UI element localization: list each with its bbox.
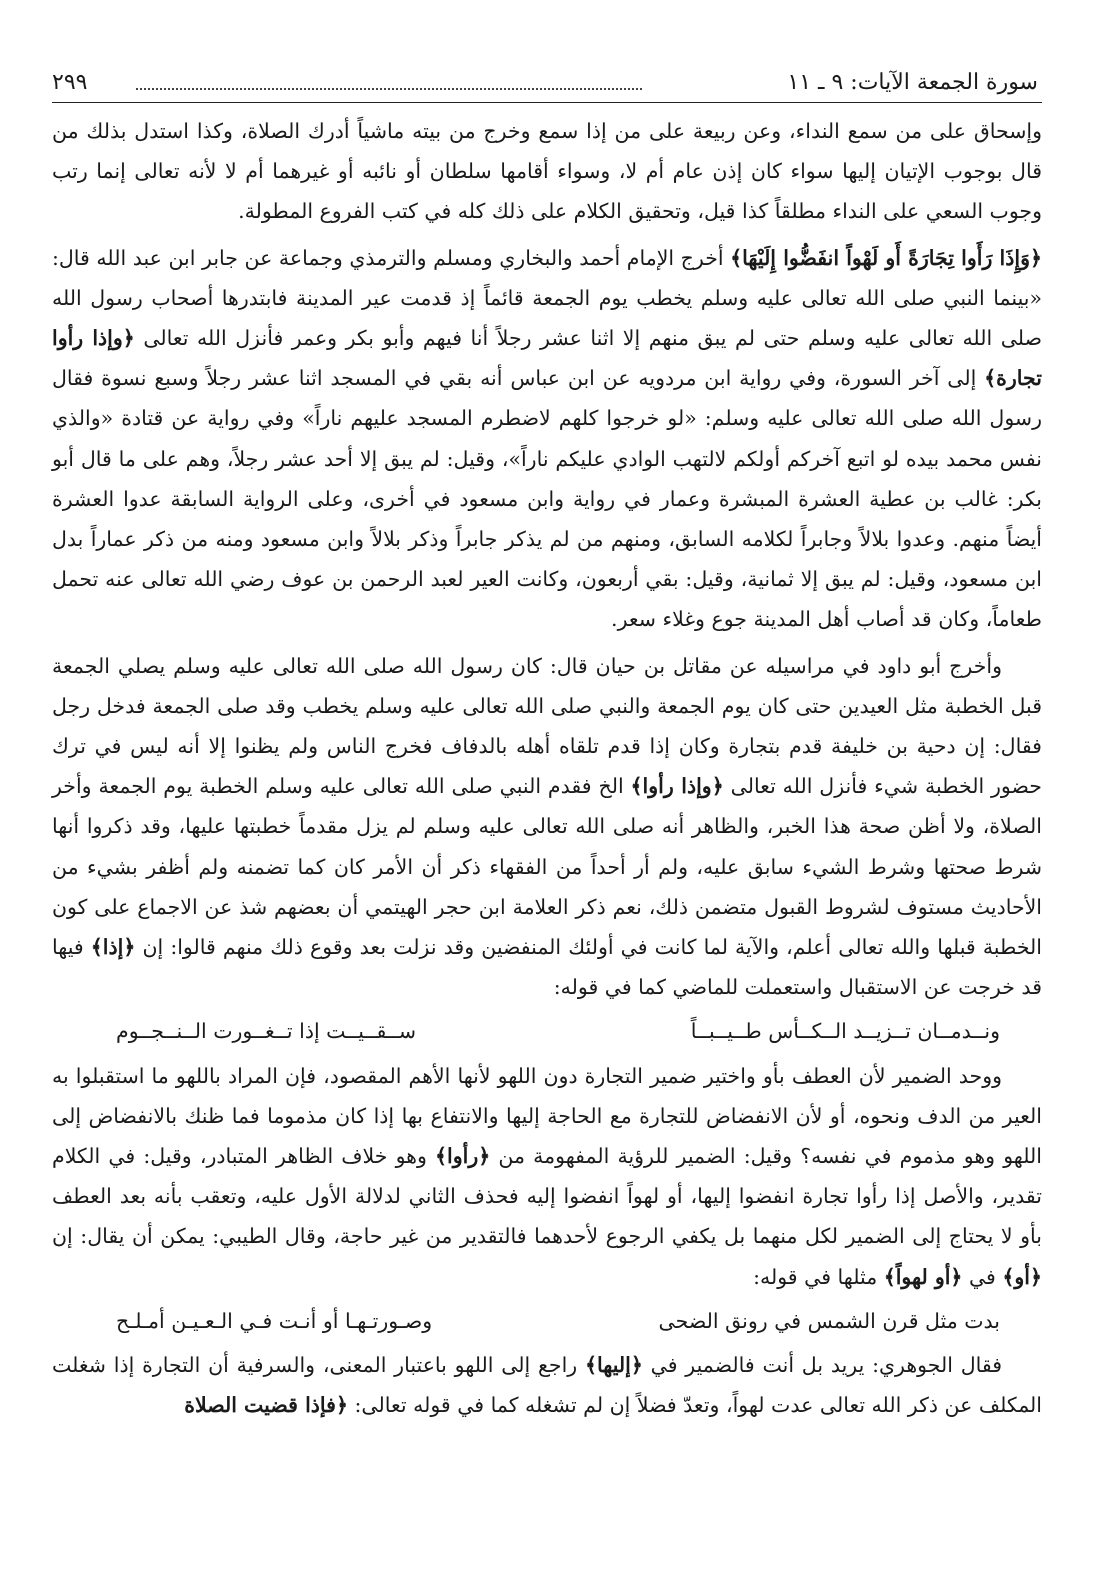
poem-second-hemistich: ســقــيــت إذا تــغــورت الــنــجــوم (116, 1019, 417, 1044)
quran-quote: ﴿أو لهواً﴾ (883, 1264, 963, 1289)
paragraph (52, 1345, 1042, 1425)
paragraph-text: الخ فقدم النبي صلى الله تعالى عليه وسلم الخطبة يوم الجمعة وأخر الصلاة، ولا أظن صحة هذا الخبر، والظاهر أنه صلى الله تعالى عليه وسلم لم يزل مقدماً خطبتها عليها، وقد ذكروا أنها شرط صحتها وشرط الشيء سابق عليه، ولم أر أحداً من الفقهاء ذكر أن الأمر كان كما تضمنه ولم أظفر بشيء من الأحاديث مستوف لشروط القبول متضمن ذلك، نعم ذكر العلامة ابن حجر الهيتمي أن بعضهم شذ عن الاجماع على كون الخطبة قبلها والله تعالى أعلم، والآية لما كانت في أولئك المنفضين وقد نزلت بعد وقوع ذلك منهم قالوا: إن (52, 774, 1042, 960)
paragraph (52, 238, 1042, 640)
paragraph-text: في (962, 1264, 1003, 1289)
paragraph-text: وإسحاق على من سمع النداء، وعن ربيعة على من إذا سمع وخرج من بيته ماشياً أدرك الصلاة، وكذا استدل بذلك من قال بوجوب الإتيان إليها سواء كان إذن عام أم لا، وسواء أقامها سلطان أو نائبه أو غيرهما أم لا لأنه تعالى إنما رتب وجوب السعي على النداء مطلقاً كذا قيل، وتحقيق الكلام على ذلك كله في كتب الفروع المطولة. (52, 119, 1042, 224)
paragraph-text: فقال الجوهري: يريد بل أنت فالضمير في (642, 1353, 1003, 1378)
header-leader-dots (136, 88, 642, 90)
book-page (52, 66, 1042, 1426)
running-header (52, 66, 1042, 103)
paragraph-text: فيها قد خرجت عن الاستقبال واستعملت للماضي كما في قوله: (52, 935, 1042, 1000)
quran-quote: ﴿رأوا﴾ (435, 1144, 491, 1169)
poem-second-hemistich: وصـورتـهـا أو أنـت فـي الـعـيـن أمـلـح (116, 1308, 433, 1333)
quran-quote: ﴿وإذا رأوا تجارة﴾ (52, 326, 1042, 391)
paragraph (52, 1056, 1042, 1297)
quran-quote: ﴿إليها﴾ (584, 1353, 643, 1378)
paragraph-text: أخرج الإمام أحمد والبخاري ومسلم والترمذي وجماعة عن جابر ابن عبد الله قال: «بينما النبي صلى الله تعالى عليه وسلم يخطب يوم الجمعة قائماً إذ قدمت عير المدينة فابتدرها أصحاب رسول الله صلى الله تعالى عليه وسلم حتى لم يبق منهم إلا اثنا عشر رجلاً أنا فيهم وأبو بكر وعمر فأنزل الله تعالى (52, 245, 1042, 351)
paragraph-text: إلى آخر السورة، وفي رواية ابن مردويه عن ابن عباس أنه بقي في المسجد اثنا عشر رجلاً وسبع نسوة فقال رسول الله صلى الله تعالى عليه وسلم: «لو خرجوا كلهم لاضطرم المسجد عليهم ناراً» وفي رواية عن قتادة «والذي نفس محمد بيده لو اتبع آخركم أولكم لالتهب الوادي عليكم ناراً»، وقيل: لم يبق إلا أحد عشر رجلاً، وهم على ما قال أبو بكر: غالب بن عطية العشرة المبشرة وعمار في رواية وابن مسعود في أخرى، وعلى الرواية السابقة عدوا العشرة أيضاً منهم. وعدوا بلالاً وجابراً لكلامه السابق، ومنهم من لم يذكر جابراً وذكر بلالاً وابن مسعود ومنه من ذكر عماراً بدل ابن مسعود، وقيل: لم يبق إلا ثمانية، وقيل: بقي أربعون، وكانت العير لعبد الرحمن بن عوف رضي الله تعالى عنه تحمل طعاماً، وكان قد أصاب أهل المدينة جوع وغلاء سعر. (52, 366, 1042, 632)
paragraph-text: وهو خلاف الظاهر المتبادر، وقيل: في الكلام تقدير، والأصل إذا رأوا تجارة انفضوا إليها، أو لهواً انفضوا إليه فحذف الثاني لدلالة الأول عليه، وتعقب بأنه بعد العطف بأو لا يحتاج إلى الضمير لكل منهما بل يكفي الرجوع لأحدهما فالتقدير من غير حاجة، وقال الطيبي: يمكن أن يقال: إن (52, 1144, 1042, 1249)
paragraph (52, 111, 1042, 232)
paragraph-text: ووحد الضمير لأن العطف بأو واختير ضمير التجارة دون اللهو لأنها الأهم المقصود، فإن المراد باللهو ما استقبلوا به العير من الدف ونحوه، أو لأن الانفضاض للتجارة مع الحاجة إليها والانتفاع بها إذا كان مذموما فما ظنك بالانفضاض إلى اللهو وهو مذموم في نفسه؟ وقيل: الضمير للرؤية المفهومة من (52, 1063, 1042, 1169)
poem-first-hemistich: بدت مثل قرن الشمس في رونق الضحى (658, 1308, 1000, 1333)
quran-quote: ﴿وَإِذَا رَأَوا تِجَارَةً أَو لَهْواً انفَضُّوا إِلَيْهَا﴾ (730, 245, 1042, 270)
quran-quote: ﴿أو﴾ (1002, 1264, 1042, 1289)
quran-quote: ﴿إذا﴾ (90, 935, 136, 960)
quran-quote: ﴿فإذا قضيت الصلاة (184, 1393, 348, 1418)
poem-verse (52, 1011, 1042, 1051)
paragraph-text: راجع إلى اللهو باعتبار المعنى، والسرفية أن التجارة إذا شغلت المكلف عن ذكر الله تعالى عدت لهواً، وتعدّ فضلاً إن لم تشغله كما في قوله تعالى: (52, 1353, 1042, 1418)
commentary-text (52, 111, 1042, 1426)
quran-quote: ﴿وإذا رأوا﴾ (630, 774, 724, 799)
paragraph (52, 646, 1042, 1008)
surah-title: سورة الجمعة الآيات: ٩ ـ ١١ (787, 70, 1038, 95)
paragraph-text: مثلها في قوله: (753, 1264, 884, 1289)
paragraph-text: وأخرج أبو داود في مراسيله عن مقاتل بن حيان قال: كان رسول الله صلى الله تعالى عليه وسلم يصلي الجمعة قبل الخطبة مثل العيدين حتى كان يوم الجمعة والنبي صلى الله تعالى عليه وسلم يخطب وقد صلى الجمعة فدخل رجل فقال: إن دحية بن خليفة قدم بتجارة وكان إذا قدم تلقاه أهله بالدفاف فخرج الناس ولم يظنوا إلا أنه ليس في ترك حضور الخطبة شيء فأنزل الله تعالى (52, 653, 1042, 799)
poem-first-hemistich: ونــدمــان تــزيــد الــكــأس طــيــبــاً (690, 1019, 1000, 1044)
poem-verse (52, 1301, 1042, 1341)
page-number: ٢٩٩ (52, 70, 88, 95)
